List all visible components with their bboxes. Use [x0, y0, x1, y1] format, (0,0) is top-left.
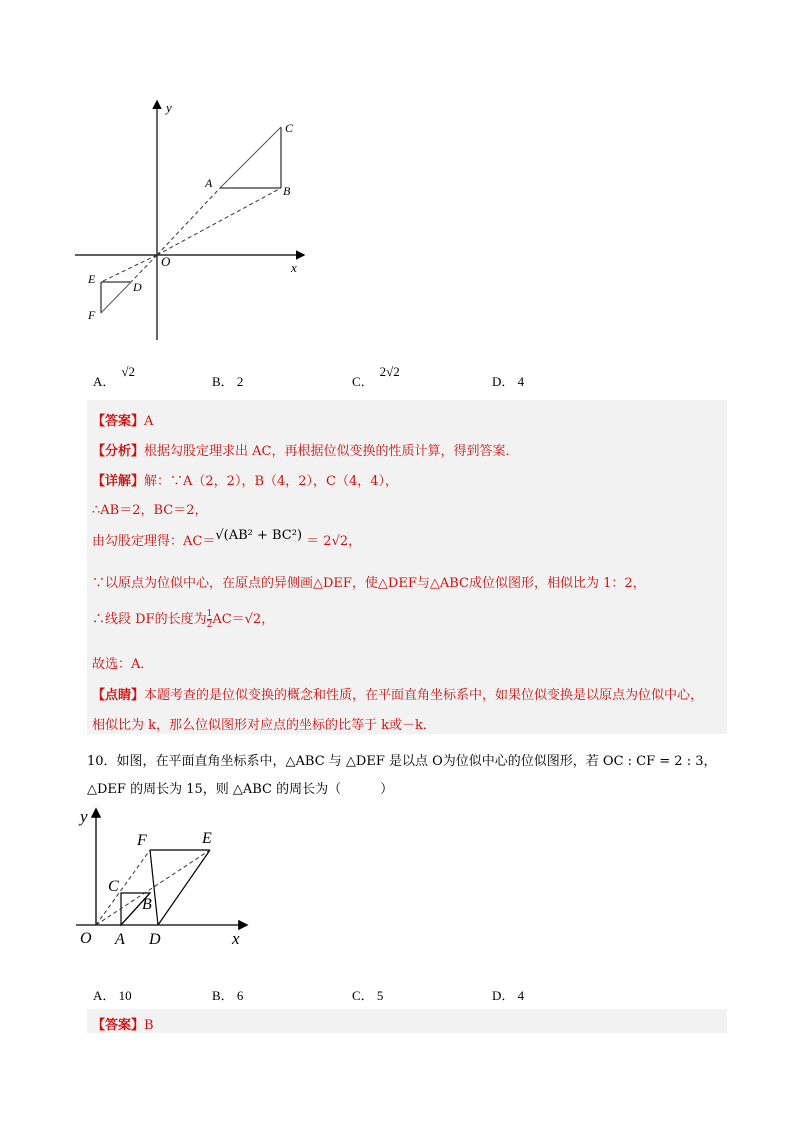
q10-answer: 【答案】B	[92, 1018, 154, 1033]
label-f: F	[88, 308, 96, 322]
label-a: A	[205, 176, 213, 190]
q9-sqrt-expression: √(AB² + BC²)	[215, 528, 303, 543]
dashed-ob	[157, 188, 281, 255]
label-b: B	[142, 896, 152, 913]
q10-option-a: A． 10	[93, 988, 132, 1003]
label-d: D	[149, 931, 161, 948]
label-b: B	[283, 184, 291, 198]
q9-detail-1: 【详解】解：∵A（2，2），B（4，2），C（4，4），	[92, 474, 399, 489]
label-o: O	[161, 254, 171, 269]
q9-fraction: $\frac{1}{2}$	[206, 609, 213, 630]
q9-choose: 故选：A．	[92, 657, 154, 672]
q9-comment-1: 【点睛】本题考查的是位似变换的概念和性质，在平面直角坐标系中，如果位似变换是以原点为位似中心，	[92, 688, 704, 703]
q9-option-c-value: 2√2	[379, 364, 400, 379]
q9-comment-2: 相似比为 k，那么位似图形对应点的坐标的比等于 k或－k．	[92, 718, 436, 733]
q9-option-c: C．2√2	[352, 364, 400, 389]
figure-q10	[70, 800, 260, 950]
dashed-oa	[157, 188, 220, 255]
q10-option-d: D． 4	[492, 988, 525, 1003]
triangle-def-df	[150, 850, 158, 925]
label-c: C	[285, 121, 294, 135]
triangle-abc-ac	[220, 127, 281, 188]
label-y: y	[166, 100, 172, 115]
q9-answer: 【答案】A	[92, 414, 154, 429]
q9-detail-2: ∴AB＝2，BC＝2，	[92, 503, 208, 518]
q9-detail-3: 由勾股定理得：AC＝√(AB² + BC²) ＝ 2√2，	[92, 528, 362, 549]
q9-detail-4: ∵以原点为位似中心，在原点的异侧画△DEF，使△DEF与△ABC成位似图形，相似比为 1：2，	[92, 576, 646, 591]
triangle-def-df	[101, 282, 131, 313]
label-x: x	[232, 929, 240, 948]
dashed-oc-f	[96, 850, 150, 925]
label-y: y	[80, 807, 88, 826]
dashed-od	[131, 255, 157, 282]
label-e: E	[88, 272, 96, 286]
q9-option-a: A．√2	[93, 364, 136, 389]
triangle-def-de	[158, 850, 210, 925]
label-f: F	[137, 832, 147, 849]
label-e: E	[202, 830, 212, 847]
q9-detail-5: ∴线段 DF的长度为 $\frac{1}{2}$ AC＝√2，	[92, 609, 275, 630]
q10-line-1: 10．如图，在平面直角坐标系中，△ABC 与 △DEF 是以点 O为位似中心的位似图形，若 OC : CF = 2 : 3，	[87, 754, 717, 769]
q9-option-a-value: √2	[121, 364, 136, 379]
q10-line-2: △DEF 的周长为 15，则 △ABC 的周长为（ ）	[87, 782, 394, 797]
label-d: D	[133, 280, 142, 294]
label-o: O	[80, 930, 92, 947]
label-a: A	[115, 931, 125, 948]
q10-answer-box	[87, 1009, 727, 1033]
q9-analysis: 【分析】根据勾股定理求出 AC，再根据位似变换的性质计算，得到答案．	[92, 444, 519, 459]
label-c: C	[108, 878, 119, 895]
q9-option-d: D． 4	[492, 374, 525, 389]
figure-q9	[70, 95, 320, 350]
dashed-oe	[101, 255, 157, 282]
label-x: x	[291, 260, 297, 275]
q9-solution-box	[87, 400, 727, 734]
q10-option-c: C． 5	[352, 988, 384, 1003]
q10-option-b: B． 6	[212, 988, 244, 1003]
q9-option-b: B． 2	[212, 374, 244, 389]
